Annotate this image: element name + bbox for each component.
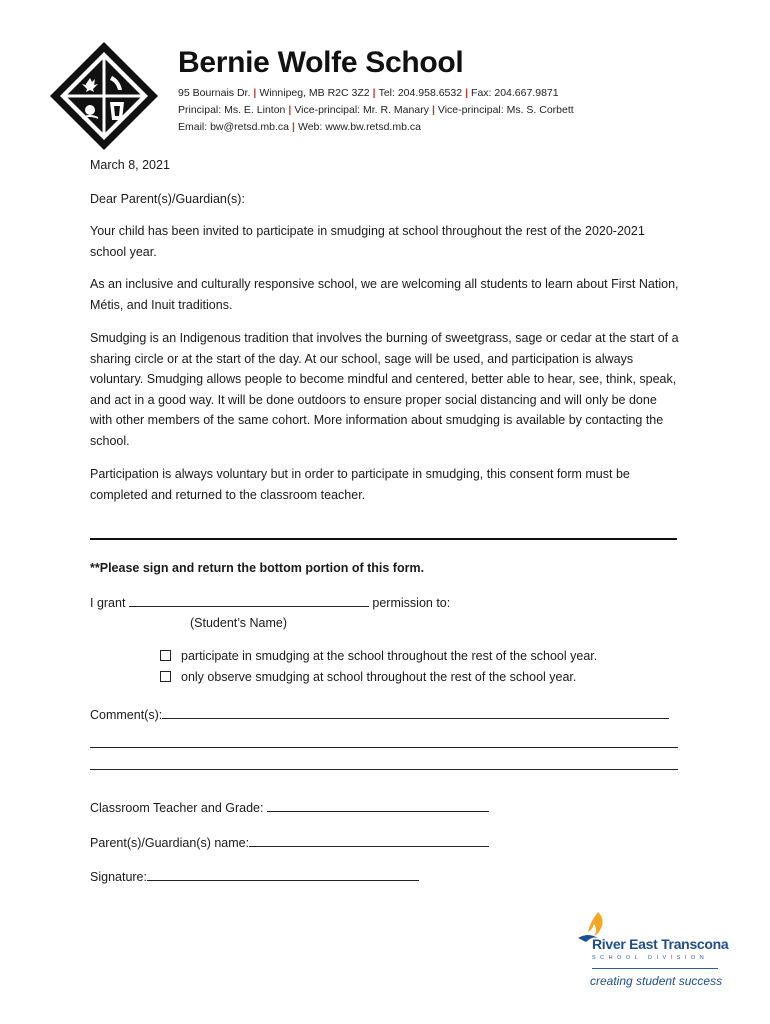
school-name: Bernie Wolfe School — [178, 46, 464, 79]
option-participate[interactable] — [160, 649, 597, 663]
student-name-field[interactable] — [129, 594, 369, 607]
principal: Principal: Ms. E. Linton — [178, 104, 286, 116]
paragraph-invitation: Your child has been invited to participate in smudging at school throughout the rest of the 2020-2021 school year. — [90, 224, 645, 259]
greeting: Dear Parent(s)/Guardian(s): — [90, 192, 245, 206]
school-crest-logo — [48, 40, 160, 152]
grant-suffix: permission to: — [372, 596, 451, 610]
telephone: Tel: 204.958.6532 — [378, 87, 463, 99]
comments-field-line-2[interactable] — [90, 747, 678, 748]
comments-label: Comment(s): — [90, 708, 163, 722]
vice-principal-1: Vice-principal: Mr. R. Manary — [294, 104, 429, 116]
website: Web: www.bw.retsd.mb.ca — [297, 121, 421, 133]
teacher-grade-label: Classroom Teacher and Grade: — [90, 801, 264, 815]
grant-line — [90, 594, 450, 610]
parent-name-line — [90, 834, 489, 850]
paragraph-inclusion: As an inclusive and culturally responsive school, we are welcoming all students to learn about First Nation, Métis, and Inuit traditions. — [90, 277, 679, 312]
address: 95 Bournais Dr. — [178, 87, 251, 99]
staff-line — [178, 104, 574, 116]
cut-divider — [90, 538, 677, 540]
option-participate-label: participate in smudging at the school throughout the rest of the school year. — [181, 649, 598, 663]
teacher-grade-line — [90, 799, 489, 815]
grant-prefix: I grant — [90, 596, 126, 610]
comments-field-line-3[interactable] — [90, 769, 678, 770]
separator: | — [465, 87, 469, 99]
contact-line — [178, 87, 559, 99]
comments-line — [90, 706, 669, 722]
city: Winnipeg, MB R2C 3Z2 — [259, 87, 370, 99]
division-subtitle: SCHOOL DIVISION — [592, 955, 709, 961]
division-rule — [592, 968, 718, 969]
separator: | — [292, 121, 295, 133]
fax: Fax: 204.667.9871 — [471, 87, 559, 99]
signature-line — [90, 868, 419, 884]
paragraph-consent: Participation is always voluntary but in order to participate in smudging, this consent form must be completed and returned to the classroom teacher. — [90, 467, 630, 502]
signature-label: Signature: — [90, 870, 147, 884]
option-observe[interactable] — [160, 670, 576, 684]
separator: | — [288, 104, 292, 116]
separator: | — [431, 104, 435, 116]
teacher-grade-field[interactable] — [267, 799, 489, 812]
student-name-label: (Student’s Name) — [190, 616, 288, 630]
vice-principal-2: Vice-principal: Ms. S. Corbett — [437, 104, 574, 116]
separator: | — [253, 87, 257, 99]
division-logo — [574, 910, 729, 995]
letter-date: March 8, 2021 — [90, 158, 170, 172]
signature-field[interactable] — [147, 868, 419, 881]
paragraph-smudging: Smudging is an Indigenous tradition that involves the burning of sweetgrass, sage or cedar at the start of a sharing circle or at the start of the day. At our school, sage will be used, and participation is always voluntary. Smudging allows people to become mindful and centered, better able to hear, see, think, speak, and act in a good way. It will be done outdoors to ensure proper social distancing and will only be done with other members of the same cohort. More information about smudging is available by contacting the school. — [90, 331, 679, 448]
separator: | — [372, 87, 376, 99]
participate-checkbox[interactable] — [160, 650, 171, 661]
comments-field[interactable] — [162, 706, 669, 719]
email: Email: bw@retsd.mb.ca — [178, 121, 290, 133]
option-observe-label: only observe smudging at school throughout the rest of the school year. — [181, 670, 577, 684]
web-line — [178, 121, 421, 133]
division-name: River East Transcona — [592, 936, 729, 952]
observe-checkbox[interactable] — [160, 671, 171, 682]
parent-name-label: Parent(s)/Guardian(s) name: — [90, 836, 250, 850]
form-instruction: **Please sign and return the bottom portion of this form. — [90, 561, 425, 575]
division-tagline: creating student success — [590, 974, 723, 988]
parent-name-field[interactable] — [249, 834, 489, 847]
